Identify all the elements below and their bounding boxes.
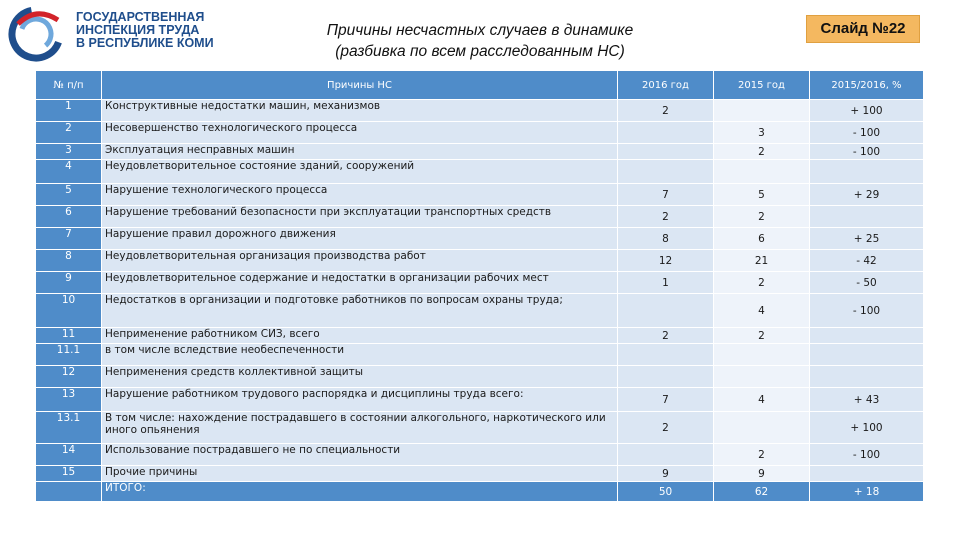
row-number: 7 [36,228,102,250]
row-value-2016 [618,122,714,144]
row-value-ratio [810,206,924,228]
slide-subtitle-line: (разбивка по всем расследованным НС) [335,43,625,60]
table-row [36,366,924,388]
table-row [36,122,924,144]
row-cause: Нарушение работником трудового распорядка и дисциплины труда всего: [102,388,618,412]
row-number: 3 [36,144,102,160]
row-value-ratio [810,366,924,388]
row-value-2016: 2 [618,100,714,122]
row-value-2015: 3 [714,122,810,144]
row-cause: Неудовлетворительное содержание и недостатки в организации рабочих мест [102,272,618,294]
row-value-ratio: + 100 [810,412,924,444]
header-ratio: 2015/2016, % [810,71,924,100]
row-value-ratio [810,160,924,184]
logo-line: ИНСПЕКЦИЯ ТРУДА [76,23,200,37]
row-number: 11.1 [36,344,102,366]
table-row [36,160,924,184]
row-value-2015: 2 [714,206,810,228]
row-value-2015 [714,412,810,444]
row-number: 5 [36,184,102,206]
row-number: 11 [36,328,102,344]
table-row [36,228,924,250]
row-cause: Неудовлетворительное состояние зданий, сооружений [102,160,618,184]
row-number: 15 [36,466,102,482]
row-value-2015: 4 [714,388,810,412]
row-cause: Использование пострадавшего не по специальности [102,444,618,466]
table-row [36,388,924,412]
table-header-row [36,71,924,100]
logo-text [76,11,214,50]
header-cause: Причины НС [102,71,618,100]
row-number: 12 [36,366,102,388]
row-value-2015 [714,366,810,388]
row-value-ratio: - 100 [810,122,924,144]
logo-emblem-icon [6,4,68,62]
row-number: 10 [36,294,102,328]
row-value-2015: 2 [714,328,810,344]
row-value-2016: 9 [618,466,714,482]
row-value-ratio: - 50 [810,272,924,294]
table-total-row [36,482,924,502]
row-value-2015 [714,160,810,184]
row-cause: В том числе: нахождение пострадавшего в состоянии алкогольного, наркотического или иного опьянения [102,412,618,444]
row-value-ratio [810,328,924,344]
row-value-2016 [618,160,714,184]
row-cause: Неприменение работником СИЗ, всего [102,328,618,344]
total-2015: 62 [714,482,810,502]
row-number: 8 [36,250,102,272]
row-cause: Неприменения средств коллективной защиты [102,366,618,388]
row-value-2016: 2 [618,328,714,344]
slide-title-line: Причины несчастных случаев в динамике [326,22,634,39]
row-value-2016: 7 [618,184,714,206]
row-cause: Прочие причины [102,466,618,482]
row-value-ratio: - 100 [810,144,924,160]
row-value-2016: 2 [618,412,714,444]
row-number: 9 [36,272,102,294]
row-value-ratio: - 42 [810,250,924,272]
row-number: 14 [36,444,102,466]
row-value-2016 [618,144,714,160]
row-cause: Неудовлетворительная организация производства работ [102,250,618,272]
row-cause: в том числе вследствие необеспеченности [102,344,618,366]
row-cause: Нарушение требований безопасности при эксплуатации транспортных средств [102,206,618,228]
row-cause: Конструктивные недостатки машин, механизмов [102,100,618,122]
row-number: 6 [36,206,102,228]
row-value-2015: 6 [714,228,810,250]
row-value-2015: 2 [714,272,810,294]
total-2016: 50 [618,482,714,502]
table-row [36,100,924,122]
row-value-2016: 7 [618,388,714,412]
row-cause: Несовершенство технологического процесса [102,122,618,144]
row-value-ratio: - 100 [810,294,924,328]
row-value-ratio: + 43 [810,388,924,412]
row-value-2015 [714,344,810,366]
causes-table [35,70,924,502]
organization-logo [6,4,214,64]
row-value-ratio: - 100 [810,444,924,466]
table-row [36,466,924,482]
table-row [36,294,924,328]
table-row [36,344,924,366]
table-row [36,328,924,344]
row-value-2016 [618,344,714,366]
row-cause: Недостатков в организации и подготовке работников по вопросам охраны труда; [102,294,618,328]
row-number: 4 [36,160,102,184]
row-number: 1 [36,100,102,122]
row-value-2015: 5 [714,184,810,206]
row-value-2016: 8 [618,228,714,250]
row-value-2016 [618,366,714,388]
row-value-2016 [618,444,714,466]
header-2016: 2016 год [618,71,714,100]
table-row [36,272,924,294]
row-value-2016: 2 [618,206,714,228]
table-row [36,412,924,444]
row-cause: Нарушение правил дорожного движения [102,228,618,250]
row-cause: Эксплуатация несправных машин [102,144,618,160]
row-value-2015: 2 [714,144,810,160]
table-body [36,100,924,502]
row-number: 13.1 [36,412,102,444]
row-number: 13 [36,388,102,412]
total-ratio: + 18 [810,482,924,502]
header-num: № п/п [36,71,102,100]
total-label: ИТОГО: [102,482,618,502]
header-2015: 2015 год [714,71,810,100]
table-row [36,206,924,228]
row-value-2015 [714,100,810,122]
row-cause: Нарушение технологического процесса [102,184,618,206]
row-value-2015: 4 [714,294,810,328]
row-value-2015: 21 [714,250,810,272]
slide-number-badge: Слайд №22 [806,15,920,43]
row-value-ratio [810,344,924,366]
logo-line: ГОСУДАРСТВЕННАЯ [76,10,205,24]
row-value-ratio [810,466,924,482]
row-value-2016 [618,294,714,328]
row-value-2015: 2 [714,444,810,466]
row-value-ratio: + 29 [810,184,924,206]
table-row [36,444,924,466]
row-value-2016: 1 [618,272,714,294]
row-value-ratio: + 25 [810,228,924,250]
logo-line: В РЕСПУБЛИКЕ КОМИ [76,36,214,50]
row-number: 2 [36,122,102,144]
table-row [36,144,924,160]
row-value-2016: 12 [618,250,714,272]
row-value-ratio: + 100 [810,100,924,122]
table-row [36,184,924,206]
slide-title [260,20,700,62]
total-number [36,482,102,502]
table-row [36,250,924,272]
row-value-2015: 9 [714,466,810,482]
